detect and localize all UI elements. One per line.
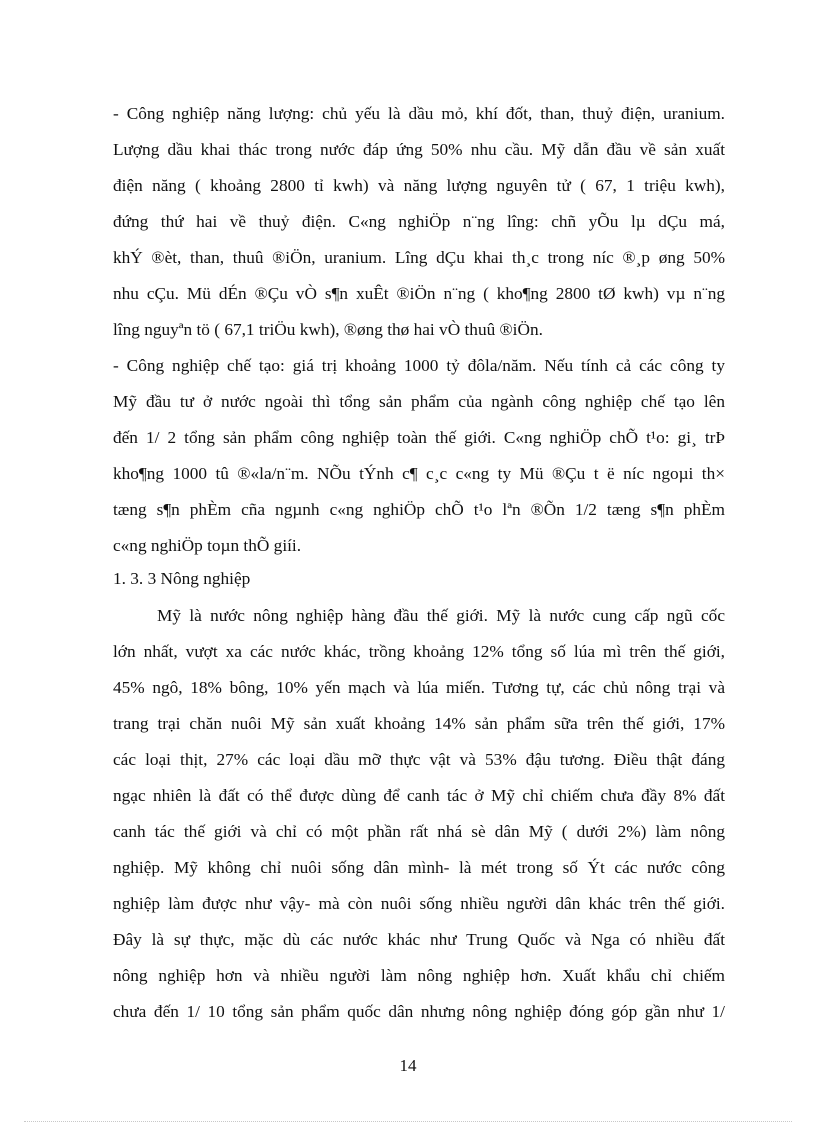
text-line: trang trại chăn nuôi Mỹ sản xuất khoảng 14% sản phẩm sữa trên thế giới, 17%: [113, 714, 725, 733]
text-line: c«ng nghiÖp toµn thÕ giíi.: [113, 536, 302, 555]
section-heading: 1. 3. 3 Nông nghiệp: [113, 569, 251, 588]
text-line: - Công nghiệp chế tạo: giá trị khoảng 1000 tỷ đôla/năm. Nếu tính cả các công ty: [113, 356, 725, 375]
text-line: nông nghiệp hơn và nhiều người làm nông nghiệp hơn. Xuất khẩu chỉ chiếm: [113, 966, 725, 985]
text-line: đến 1/ 2 tổng sản phẩm công nghiệp toàn thế giới. C«ng nghiÖp chÕ t¹o: gi¸ trÞ: [113, 428, 725, 447]
text-line: chưa đến 1/ 10 tổng sản phẩm quốc dân nhưng nông nghiệp đóng góp gần như 1/: [113, 1002, 725, 1021]
text-line: Mỹ đầu tư ở nước ngoài thì tổng sản phẩm của ngành công nghiệp chế tạo lên: [113, 392, 725, 411]
text-line: canh tác thế giới và chỉ có một phần rất nhá sè dân Mỹ ( dưới 2%) làm nông: [113, 822, 725, 841]
text-line: đứng thứ hai về thuỷ điện. C«ng nghiÖp n¨ng lîng: chñ yÕu lµ dÇu má,: [113, 212, 725, 231]
text-line: khÝ ®èt, than, thuû ®iÖn, uranium. Lîng dÇu khai th¸c trong níc ®¸p øng 50%: [113, 248, 725, 267]
text-line: lîng nguyªn tö ( 67,1 triÖu kwh), ®øng thø hai vÒ thuû ®iÖn.: [113, 320, 543, 339]
footer-divider: [24, 1121, 792, 1122]
text-line: các loại thịt, 27% các loại dầu mỡ thực vật và 53% đậu tương. Điều thật đáng: [113, 750, 725, 769]
text-line: điện năng ( khoảng 2800 tỉ kwh) và năng lượng nguyên tử ( 67, 1 triệu kwh),: [113, 176, 725, 195]
text-line: nhu cÇu. Mü dÉn ®Çu vÒ s¶n xuÊt ®iÖn n¨ng ( kho¶ng 2800 tØ kwh) vµ n¨ng: [113, 284, 725, 303]
text-line: tæng s¶n phÈm cña ngµnh c«ng nghiÖp chÕ t¹o lªn ®Õn 1/2 tæng s¶n phÈm: [113, 500, 725, 519]
page-number: 14: [399, 1056, 417, 1075]
text-line: nghiệp. Mỹ không chỉ nuôi sống dân mình- là mét trong số Ýt các nước công: [113, 858, 725, 877]
text-line: lớn nhất, vượt xa các nước khác, trồng khoảng 12% tổng số lúa mì trên thế giới,: [113, 642, 725, 661]
text-line: 45% ngô, 18% bông, 10% yến mạch và lúa miến. Tương tự, các chủ nông trại và: [113, 678, 725, 697]
text-line: - Công nghiệp năng lượng: chủ yếu là dầu mỏ, khí đốt, than, thuỷ điện, uranium.: [113, 104, 725, 123]
text-line: ngạc nhiên là đất có thể được dùng để canh tác ở Mỹ chỉ chiếm chưa đầy 8% đất: [113, 786, 725, 805]
text-line: Đây là sự thực, mặc dù các nước khác như Trung Quốc và Nga có nhiều đất: [113, 930, 725, 949]
text-line: nghiệp làm được như vậy- mà còn nuôi sống nhiều người dân khác trên thế giới.: [113, 894, 725, 913]
text-line: Lượng dầu khai thác trong nước đáp ứng 50% nhu cầu. Mỹ dẫn đầu về sản xuất: [113, 140, 725, 159]
text-line: kho¶ng 1000 tû ®«la/n¨m. NÕu tÝnh c¶ c¸c c«ng ty Mü ®Çu t ë níc ngoµi th×: [113, 464, 725, 483]
text-line: Mỹ là nước nông nghiệp hàng đầu thế giới. Mỹ là nước cung cấp ngũ cốc: [157, 606, 725, 625]
